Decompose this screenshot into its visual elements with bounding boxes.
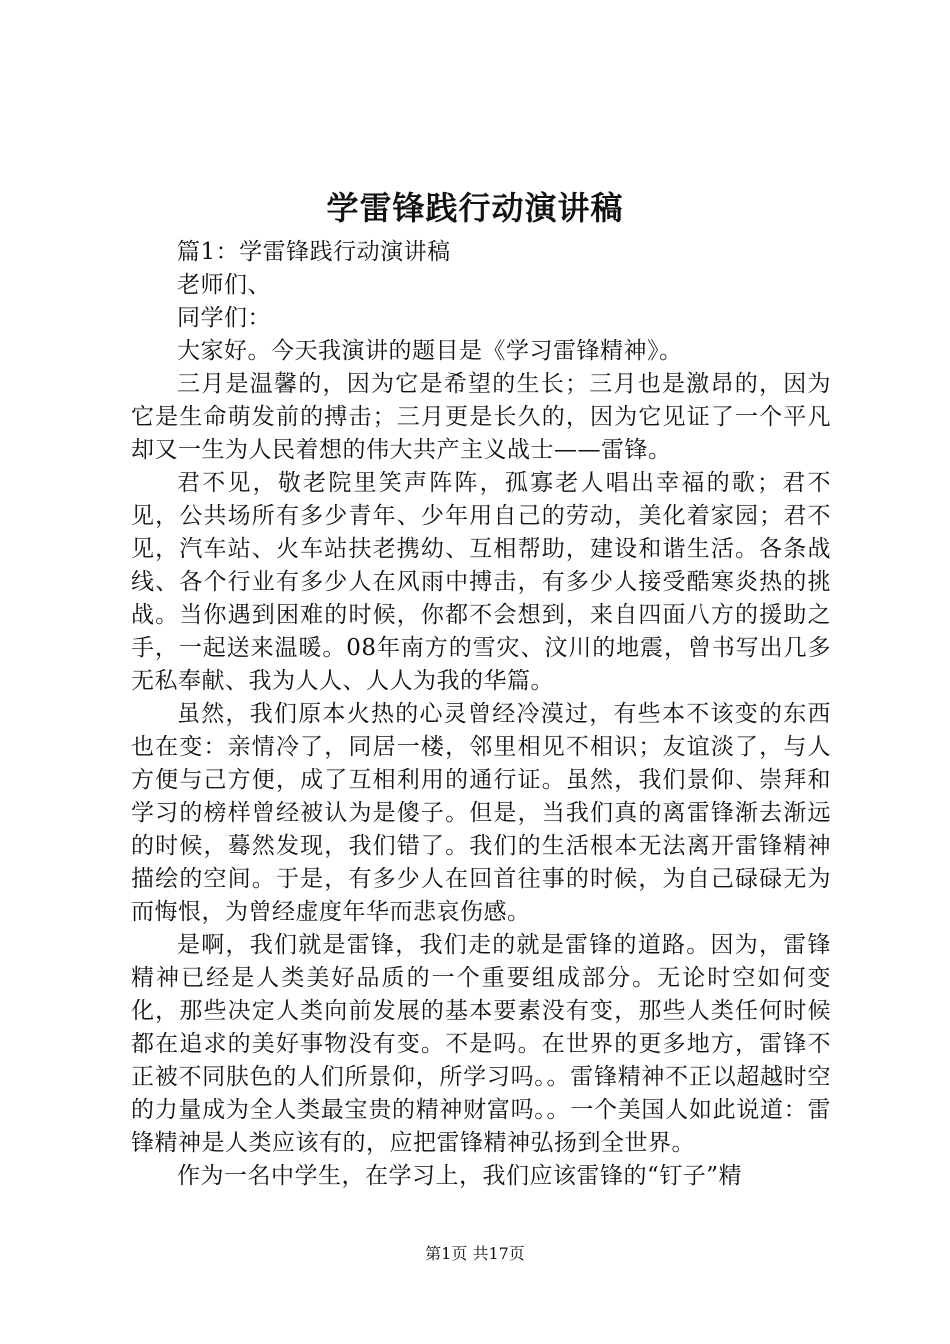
paragraph: 虽然，我们原本火热的心灵曾经冷漠过，有些本不该变的东西也在变：亲情冷了，同居一楼，邻里相见不相识；友谊淡了，与人方便与己方便，成了互相利用的通行证。虽然，我们景仰、崇拜和学习的榜样曾经被认为是傻子。但是，当我们真的离雷锋渐去渐远的时候，蓦然发现，我们错了。我们的生活根本无法离开雷锋精神描绘的空间。于是，有多少人在回首往事的时候，为自己碌碌无为而悔恨，为曾经虚度年华而悲哀伤感。 — [131, 701, 831, 925]
paragraph: 是啊，我们就是雷锋，我们走的就是雷锋的道路。因为，雷锋精神已经是人类美好品质的一个重要组成部分。无论时空如何变化，那些决定人类向前发展的基本要素没有变，那些人类任何时候都在追求的美好事物没有变。不是吗。在世界的更多地方，雷锋不正被不同肤色的人们所景仰，所学习吗。。雷锋精神不正以超越时空的力量成为全人类最宝贵的精神财富吗。。一个美国人如此说道：雷锋精神是人类应该有的，应把雷锋精神弘扬到全世界。 — [131, 932, 831, 1156]
document-title: 学雷锋践行动演讲稿 — [326, 189, 624, 227]
paragraph: 老师们、 — [177, 272, 271, 298]
paragraph: 君不见，敬老院里笑声阵阵，孤寡老人唱出幸福的歌；君不见，公共场所有多少青年、少年用自己的劳动，美化着家园；君不见，汽车站、火车站扶老携幼、互相帮助，建设和谐生活。各条战线、各个行业有多少人在风雨中搏击，有多少人接受酷寒炎热的挑战。当你遇到困难的时候，你都不会想到，来自四面八方的援助之手，一起送来温暖。08年南方的雪灾、汶川的地震，曾书写出几多无私奉献、我为人人、人人为我的华篇。 — [131, 470, 831, 694]
paragraph: 三月是温馨的，因为它是希望的生长；三月也是激昂的，因为它是生命萌发前的搏击；三月更是长久的，因为它见证了一个平凡却又一生为人民着想的伟大共产主义战士——雷锋。 — [131, 371, 831, 463]
paragraph: 大家好。今天我演讲的题目是《学习雷锋精神》。 — [177, 338, 683, 364]
paragraph: 同学们： — [177, 305, 271, 331]
page-footer: 第1页 共17页 — [425, 1244, 525, 1263]
document-body — [131, 236, 831, 1193]
paragraph: 篇1：学雷锋践行动演讲稿 — [177, 239, 451, 265]
paragraph: 作为一名中学生，在学习上，我们应该雷锋的“钉子”精 — [177, 1163, 743, 1189]
